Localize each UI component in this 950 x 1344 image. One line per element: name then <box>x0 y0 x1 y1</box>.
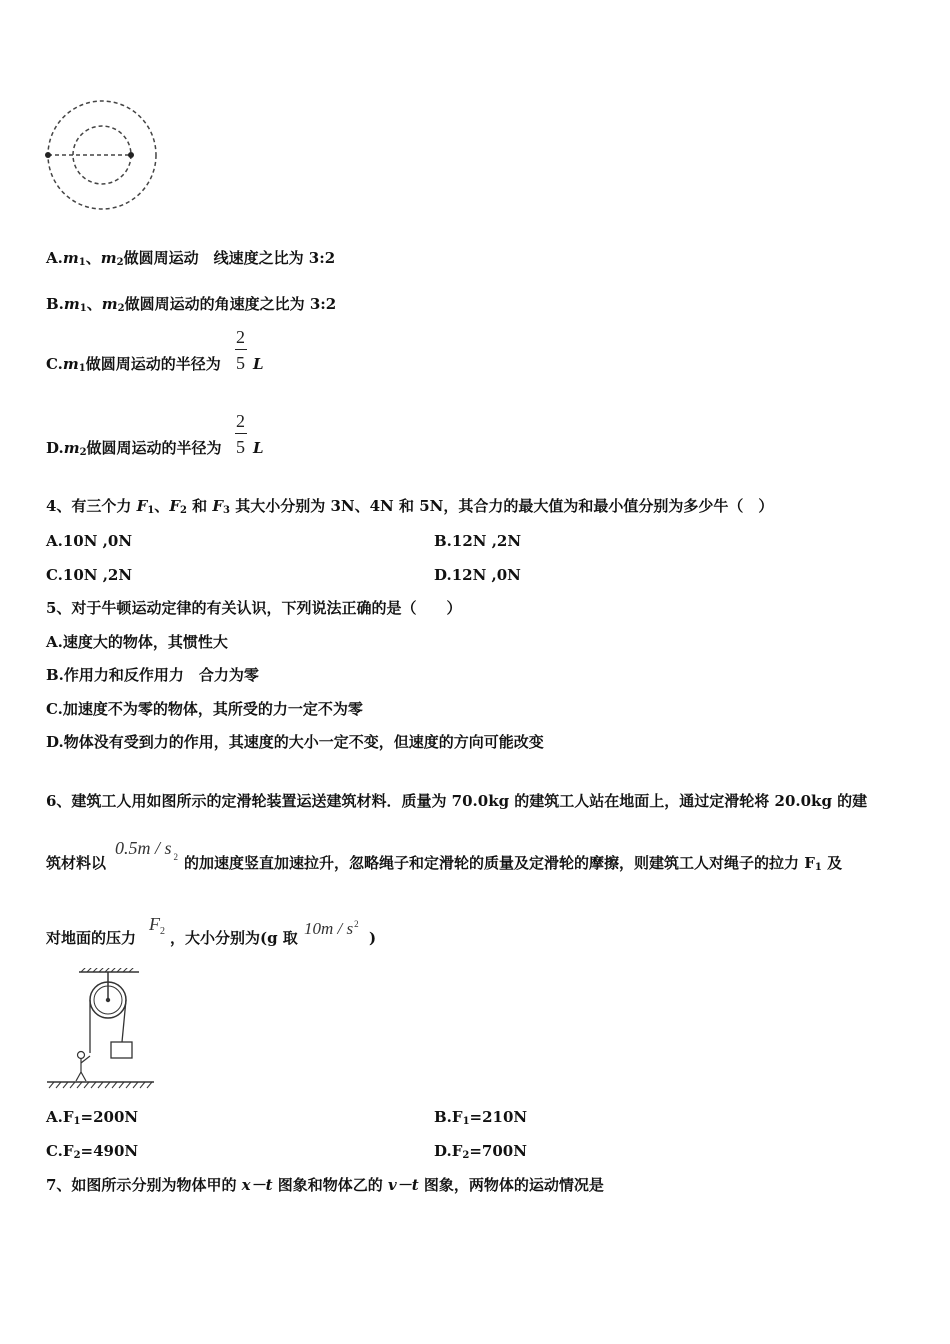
q4-option-d[interactable]: D.12N ,0N <box>434 566 521 584</box>
q6-stem-line3-mid: ，大小分别为(g 取 <box>170 929 298 947</box>
q3d-fraction-numerator: 2 <box>236 411 245 431</box>
q3-option-a[interactable]: $A.m_1$、$m_2$做圆周运动 线速度之比为 3:2 <box>46 249 336 268</box>
material-block <box>111 1042 132 1058</box>
q6-option-a[interactable]: $A.F_1=200N$ <box>46 1108 139 1127</box>
q6-option-c[interactable]: $C.F_2=490N$ <box>46 1142 139 1161</box>
q4-stem: 4、有三个力 $F_1$、$F_2$ 和 $F_3$ 其大小分别为 3N、4N 和 5N，其合力的最大值为和最小值分别为多少牛（ ） <box>46 497 774 516</box>
q6-stem-line2-rest: 的加速度竖直加速拉升，忽略绳子和定滑轮的质量及定滑轮的摩擦，则建筑工人对绳子的拉力 $F_1$ 及 <box>184 854 843 873</box>
q3c-fraction-denominator: 5 <box>236 353 245 373</box>
worker-head <box>78 1052 85 1059</box>
q5-option-d[interactable]: D.物体没有受到力的作用，其速度的大小一定不变，但速度的方向可能改变 <box>46 733 544 751</box>
orbit-diagram <box>40 95 165 215</box>
q4-option-b[interactable]: B.12N ,2N <box>434 532 522 550</box>
q3c-fraction-bar <box>235 349 247 350</box>
q4-option-a[interactable]: A.10N ,0N <box>46 532 133 550</box>
q6-stem-line2-start: 筑材料以 <box>46 854 107 872</box>
q3-option-b[interactable]: $B.m_1$、$m_2$做圆周运动的角速度之比为 3:2 <box>46 295 337 314</box>
mass-m1 <box>45 152 51 158</box>
q5-option-c[interactable]: C.加速度不为零的物体，其所受的力一定不为零 <box>46 700 363 718</box>
q3d-length-L: L <box>253 439 264 457</box>
q6-option-d[interactable]: $D.F_2=700N$ <box>434 1142 527 1161</box>
q5-stem: 5、对于牛顿运动定律的有关认识，下列说法正确的是（ ） <box>46 599 462 617</box>
q5-option-a[interactable]: A.速度大的物体，其惯性大 <box>46 633 228 651</box>
inner-orbit <box>73 126 131 184</box>
q3-option-c[interactable]: $C.m_1$做圆周运动的半径为 <box>46 355 221 374</box>
q6-stem-line3-start: 对地面的压力 <box>46 929 137 947</box>
q6-stem-line3-end: ) <box>369 929 377 947</box>
q3c-fraction-numerator: 2 <box>236 327 245 347</box>
q4-option-c[interactable]: C.10N ,2N <box>46 566 133 584</box>
q3d-fraction-bar <box>235 433 247 434</box>
q3-option-d[interactable]: $D.m_2$做圆周运动的半径为 <box>46 439 222 458</box>
q6-stem-line1: 6、建筑工人用如图所示的定滑轮装置运送建筑材料．质量为 70.0kg 的建筑工人站在地面上，通过定滑轮将 20.0kg 的建 <box>46 792 868 810</box>
q6-F2-symbol: $F_2$ <box>149 914 165 937</box>
q6-gravity-value: $10m / s^2$ <box>304 919 359 938</box>
q5-option-b[interactable]: B.作用力和反作用力 合力为零 <box>46 666 259 684</box>
q3d-fraction-denominator: 5 <box>236 437 245 457</box>
pulley-diagram <box>44 968 159 1093</box>
q3c-length-L: L <box>253 355 264 373</box>
q6-acceleration: 0.5m / s $_2$ <box>115 838 179 862</box>
mass-m2 <box>128 152 134 158</box>
rope-right <box>122 1000 126 1042</box>
q7-stem: 7、如图所示分别为物体甲的 x－t 图象和物体乙的 v－t 图象，两物体的运动情况是 <box>46 1176 604 1194</box>
q6-option-b[interactable]: $B.F_1=210N$ <box>434 1108 528 1127</box>
